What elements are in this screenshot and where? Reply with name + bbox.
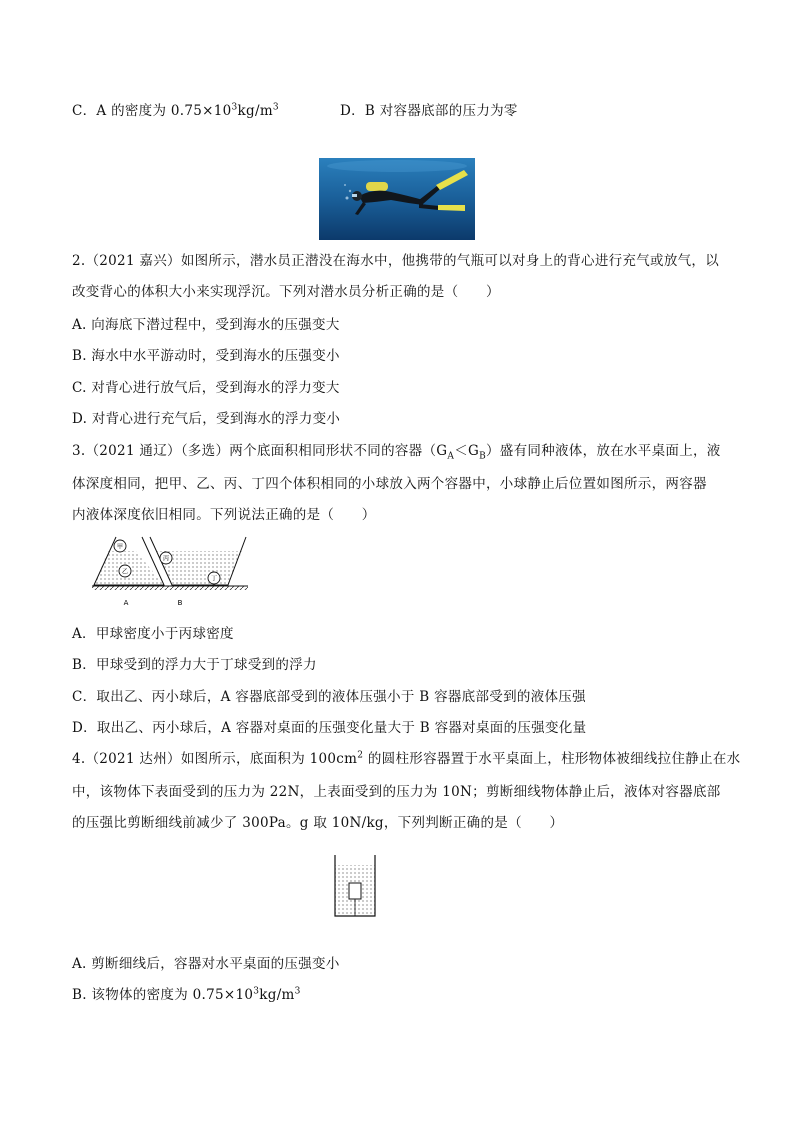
q1-option-c: C．A 的密度为 $0.75\times 10^3kg/m^3$ xyxy=(72,102,279,119)
q4-option-a: A. 剪断细线后，容器对水平桌面的压强变小 xyxy=(72,956,340,972)
ball-yi-label: 乙 xyxy=(121,568,129,576)
q2-option-c: C. 对背心进行放气后，受到海水的浮力变大 xyxy=(72,380,340,396)
q3-option-d: D．取出乙、丙小球后，A 容器对桌面的压强变化量大于 B 容器对桌面的压强变化量 xyxy=(72,720,587,736)
q2-stem-line-2: 改变背心的体积大小来实现浮沉。下列对潜水员分析正确的是（ ） xyxy=(72,284,500,300)
q4-stem-line-1: 4.（2021 达州）如图所示，底面积为 $100cm^2$ 的圆柱形容器置于水平桌面上，柱形物体被细线拉住静止在水 xyxy=(72,750,741,767)
q4-stem-line-2: 中，该物体下表面受到的压力为 22N，上表面受到的压力为 10N；剪断细线物体静止后，液体对容器底部 xyxy=(72,784,721,800)
ball-ding-label: 丁 xyxy=(210,575,218,583)
container-b-label: B xyxy=(177,599,183,607)
container-a-label: A xyxy=(123,599,129,607)
ball-jia-label: 甲 xyxy=(116,543,124,551)
q4-stem-line-3: 的压强比剪断细线前减少了 300Pa。g 取 10N/kg，下列判断正确的是（ ） xyxy=(72,815,564,831)
q3-option-c: C．取出乙、丙小球后，A 容器底部受到的液体压强小于 B 容器底部受到的液体压强 xyxy=(72,689,586,705)
q3-option-a: A．甲球密度小于丙球密度 xyxy=(72,626,234,642)
q1-option-d: D．B 对容器底部的压力为零 xyxy=(340,103,518,119)
q4-cylinder-figure xyxy=(334,855,376,917)
q3-stem-line-2: 体深度相同，把甲、乙、丙、丁四个体积相同的小球放入两个容器中，小球静止后位置如图所示，两容器 xyxy=(72,476,707,492)
q3-stem-line-3: 内液体深度依旧相同。下列说法正确的是（ ） xyxy=(72,507,376,523)
q2-option-a: A. 向海底下潜过程中，受到海水的压强变大 xyxy=(72,317,340,333)
diver-photo xyxy=(319,158,475,240)
q3-containers-figure xyxy=(92,533,248,613)
q2-option-b: B. 海水中水平游动时，受到海水的压强变小 xyxy=(72,348,340,364)
q2-option-d: D. 对背心进行充气后，受到海水的浮力变小 xyxy=(72,411,341,427)
q2-stem-line-1: 2.（2021 嘉兴）如图所示，潜水员正潜没在海水中，他携带的气瓶可以对身上的背心进行充气或放气，以 xyxy=(72,253,720,269)
q4-option-b: B. 该物体的密度为 $0.75\times 10^3kg/m^3$ xyxy=(72,986,301,1003)
ball-bing-label: 丙 xyxy=(162,555,170,563)
q3-stem-line-1: 3.（2021 通辽）（多选）两个底面积相同形状不同的容器$(G_A<G_B)$盛有同种液体，放在水平桌面上，液 xyxy=(72,443,721,462)
q3-option-b: B．甲球受到的浮力大于丁球受到的浮力 xyxy=(72,657,317,673)
